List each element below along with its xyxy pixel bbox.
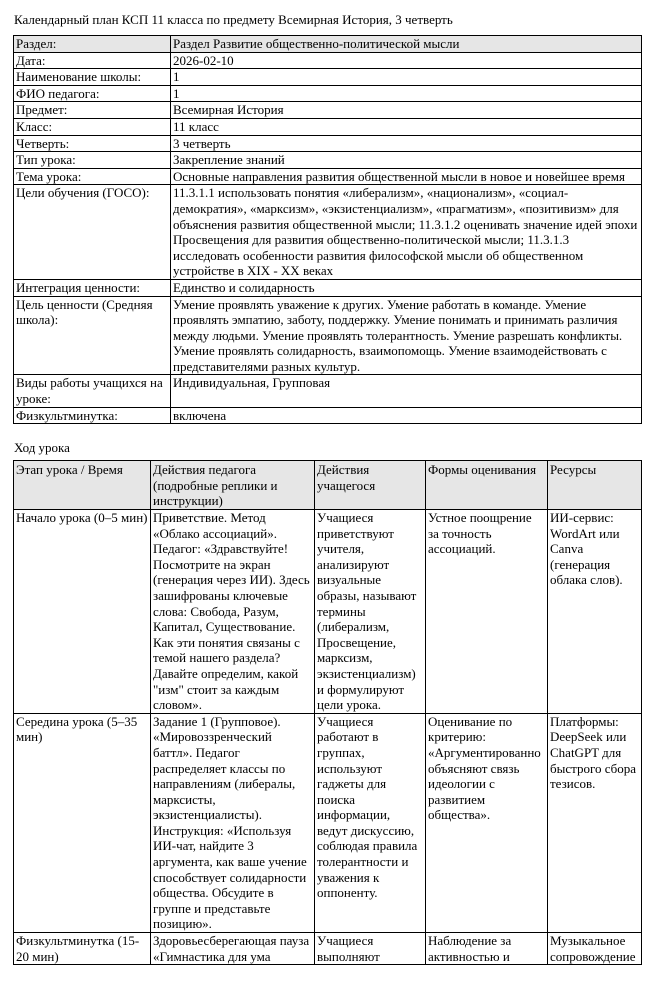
info-value: Единство и солидарность [171, 279, 642, 296]
flow-resources: Музыкальное сопровождение [548, 933, 642, 965]
info-value: Закрепление знаний [171, 152, 642, 169]
flow-stage: Середина урока (5–35 мин) [14, 713, 151, 932]
flow-student-actions: Учащиеся выполняют [315, 933, 426, 965]
flow-student-actions: Учащиеся приветствуют учителя, анализируют визуальные образы, называют термины (либерализм, Просвещение, марксизм, экзистенциализм) и формулируют цели урока. [315, 510, 426, 714]
flow-row [14, 510, 642, 714]
lesson-flow-label: Ход урока [14, 440, 70, 455]
flow-header-students: Действия учащегося [315, 461, 426, 510]
info-value: включена [171, 407, 642, 424]
info-value: Умение проявлять уважение к других. Умение работать в команде. Умение проявлять эмпатию, заботу, поддержку. Умение понимать и принимать различия между людьми. Умение проявлять толерантность. Умение разрешать конфликты. Умение проявлять солидарность, взаимопомощь. Умение взаимодействовать с представителями разных культур. [171, 296, 642, 375]
info-row [14, 85, 642, 102]
flow-row [14, 713, 642, 932]
flow-teacher-actions: Здоровьесберегающая пауза «Гимнастика для ума [151, 933, 315, 965]
flow-assessment: Наблюдение за активностью и [426, 933, 548, 965]
info-row [14, 118, 642, 135]
info-label: Тип урока: [14, 152, 171, 169]
flow-resources: ИИ-сервис: WordArt или Canva (генерация облака слов). [548, 510, 642, 714]
info-label: Предмет: [14, 102, 171, 119]
info-label: Класс: [14, 118, 171, 135]
info-value: 3 четверть [171, 135, 642, 152]
flow-header-assessment: Формы оценивания [426, 461, 548, 510]
info-value: 11 класс [171, 118, 642, 135]
info-row [14, 185, 642, 280]
info-label: Четверть: [14, 135, 171, 152]
page-title: Календарный план КСП 11 класса по предмету Всемирная История, 3 четверть [14, 12, 453, 27]
info-label: Цели обучения (ГОСО): [14, 185, 171, 280]
info-label: Виды работы учащихся на уроке: [14, 375, 171, 407]
info-row [14, 168, 642, 185]
flow-header-stage: Этап урока / Время [14, 461, 151, 510]
info-label: Раздел: [14, 36, 171, 53]
info-row [14, 407, 642, 424]
info-label: ФИО педагога: [14, 85, 171, 102]
flow-assessment: Устное поощрение за точность ассоциаций. [426, 510, 548, 714]
flow-assessment: Оценивание по критерию: «Аргументированно объясняют связь идеологии с развитием общества». [426, 713, 548, 932]
info-value: 1 [171, 69, 642, 86]
flow-resources: Платформы: DeepSeek или ChatGPT для быстрого сбора тезисов. [548, 713, 642, 932]
info-row [14, 375, 642, 407]
flow-header-resources: Ресурсы [548, 461, 642, 510]
flow-teacher-actions: Приветствие. Метод «Облако ассоциаций». Педагог: «Здравствуйте! Посмотрите на экран (генерация через ИИ). Здесь зашифрованы ключевые слова: Свобода, Разум, Капитал, Существование. Как эти понятия связаны с темой нашего раздела? Давайте определим, какой "изм" стоит за каждым словом». [151, 510, 315, 714]
info-value: 1 [171, 85, 642, 102]
info-row [14, 279, 642, 296]
info-row [14, 36, 642, 53]
info-value: Индивидуальная, Групповая [171, 375, 642, 407]
info-row [14, 152, 642, 169]
flow-stage: Начало урока (0–5 мин) [14, 510, 151, 714]
info-row [14, 296, 642, 375]
info-value: 11.3.1.1 использовать понятия «либерализм», «национализм», «социал-демократия», «марксизм», «экзистенциализм», «прагматизм», «позитивизм» для объяснения развития общественной мысли; 11.3.1.2 оценивать значение идей эпохи Просвещения для развития общественно-политической мысли; 11.3.1.3 исследовать особенности развития философской мысли об общественном устройстве в XIX - XX веках [171, 185, 642, 280]
info-label: Интеграция ценности: [14, 279, 171, 296]
flow-header-row [14, 461, 642, 510]
info-label: Тема урока: [14, 168, 171, 185]
info-row [14, 69, 642, 86]
info-value: Основные направления развития общественной мысли в новое и новейшее время [171, 168, 642, 185]
info-row [14, 135, 642, 152]
flow-student-actions: Учащиеся работают в группах, используют гаджеты для поиска информации, ведут дискуссию, соблюдая правила толерантности и уважения к оппоненту. [315, 713, 426, 932]
info-label: Дата: [14, 52, 171, 69]
info-label: Физкультминутка: [14, 407, 171, 424]
info-value: Раздел Развитие общественно-политической мысли [171, 36, 642, 53]
info-value: Всемирная История [171, 102, 642, 119]
lesson-info-table [13, 35, 642, 424]
info-label: Цель ценности (Средняя школа): [14, 296, 171, 375]
flow-header-teacher: Действия педагога (подробные реплики и инструкции) [151, 461, 315, 510]
info-row [14, 102, 642, 119]
info-row [14, 52, 642, 69]
info-value: 2026-02-10 [171, 52, 642, 69]
info-label: Наименование школы: [14, 69, 171, 86]
flow-row [14, 933, 642, 965]
lesson-flow-table [13, 460, 642, 965]
flow-stage: Физкультминутка (15-20 мин) [14, 933, 151, 965]
flow-teacher-actions: Задание 1 (Групповое). «Мировоззренческий баттл». Педагог распределяет классы по направлениям (либералы, марксисты, экзистенциалисты). Инструкция: «Используя ИИ-чат, найдите 3 аргумента, как ваше учение способствует солидарности общества. Обсудите в группе и представьте позицию». [151, 713, 315, 932]
